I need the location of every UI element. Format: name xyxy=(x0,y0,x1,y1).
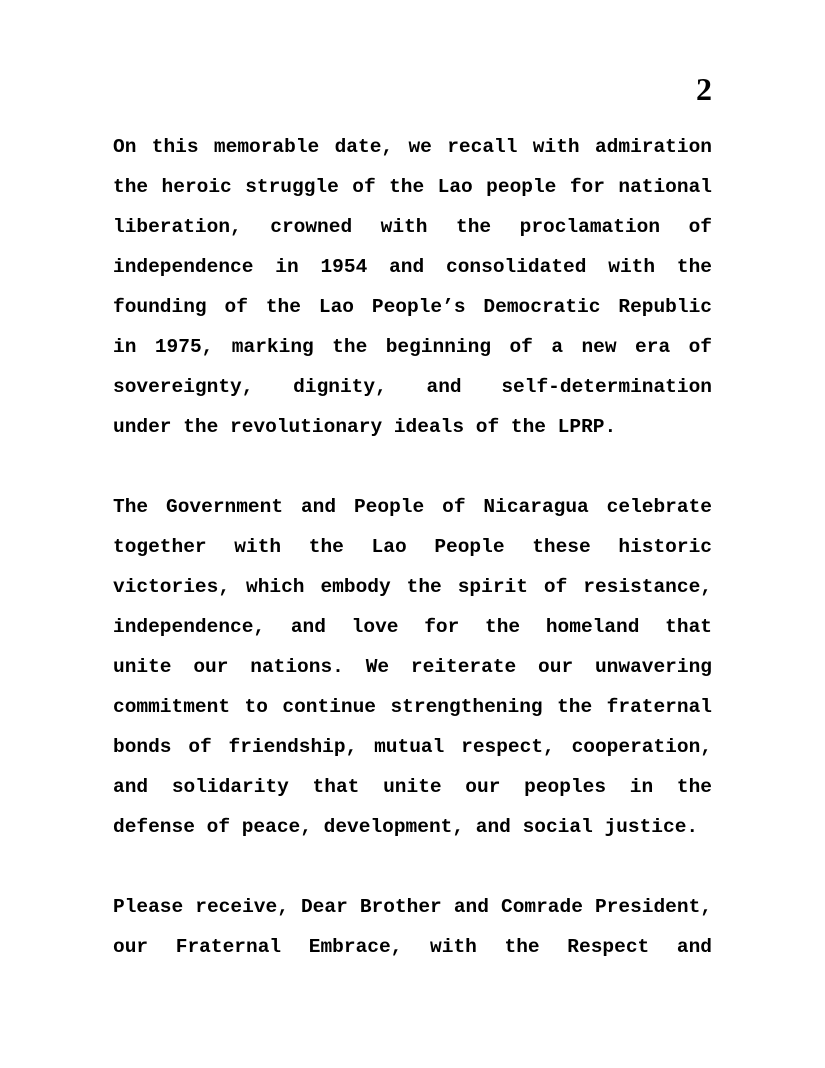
text-line: founding of the Lao People’s Democratic Republic xyxy=(113,296,712,318)
text-line: our Fraternal Embrace, with the Respect and xyxy=(113,936,712,958)
text-line: independence, and love for the homeland that xyxy=(113,616,712,638)
paragraph-2 xyxy=(113,487,712,847)
text-line: defense of peace, development, and social justice. xyxy=(113,816,699,838)
text-line: commitment to continue strengthening the fraternal xyxy=(113,696,712,718)
text-line: unite our nations. We reiterate our unwavering xyxy=(113,656,712,678)
text-line: Please receive, Dear Brother and Comrade President, xyxy=(113,896,712,918)
text-line: victories, which embody the spirit of resistance, xyxy=(113,576,712,598)
text-line: under the revolutionary ideals of the LPRP. xyxy=(113,416,617,438)
text-line: bonds of friendship, mutual respect, cooperation, xyxy=(113,736,712,758)
text-line: the heroic struggle of the Lao people for national xyxy=(113,176,712,198)
text-line: independence in 1954 and consolidated with the xyxy=(113,256,712,278)
text-line: liberation, crowned with the proclamation of xyxy=(113,216,712,238)
paragraph-3 xyxy=(113,887,712,967)
paragraph-1 xyxy=(113,127,712,447)
text-line: in 1975, marking the beginning of a new era of xyxy=(113,336,712,358)
text-line: On this memorable date, we recall with admiration xyxy=(113,136,712,158)
text-line: The Government and People of Nicaragua celebrate xyxy=(113,496,712,518)
text-line: together with the Lao People these historic xyxy=(113,536,712,558)
letter-body xyxy=(113,127,712,1007)
page-number: 2 xyxy=(696,71,712,107)
text-line: sovereignty, dignity, and self-determination xyxy=(113,376,712,398)
text-line: and solidarity that unite our peoples in the xyxy=(113,776,712,798)
